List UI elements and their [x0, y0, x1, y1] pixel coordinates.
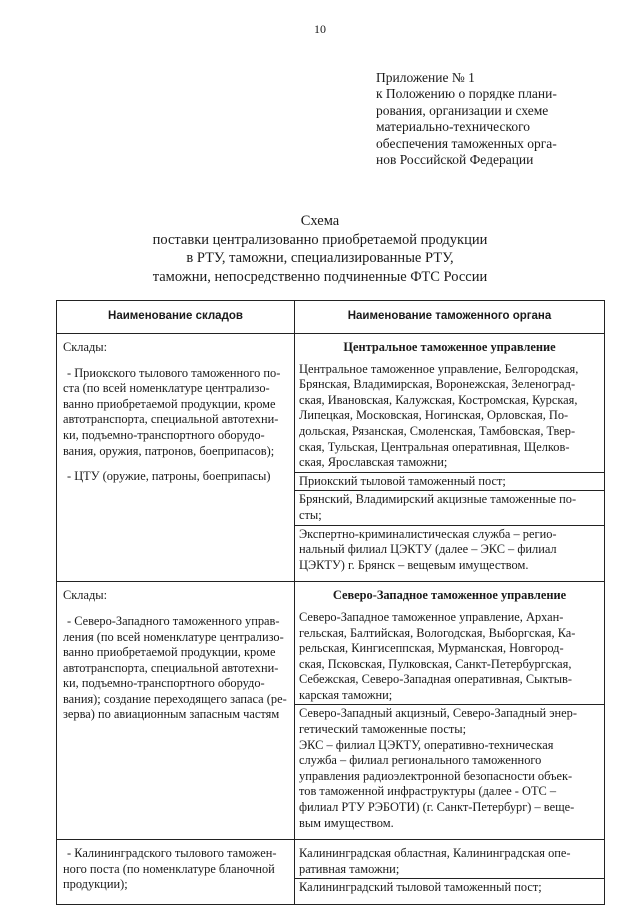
customs-body-cell [295, 334, 605, 582]
appendix-line: материально-технического [376, 119, 531, 135]
block-line: Экспертно-криминалистическая служба – регио- [299, 526, 557, 541]
block-line: Северо-Западное таможенное управление, Архан- [299, 609, 564, 624]
customs-block [299, 846, 600, 877]
block-line: Калининградский тыловой таможенный пост; [299, 880, 542, 895]
customs-block [299, 527, 600, 574]
block-line: Себежская, Северо-Западная оперативная, Сыктыв- [299, 672, 573, 687]
block-line: вым имуществом. [299, 815, 394, 830]
appendix-line: Приложение № 1 [376, 70, 475, 85]
warehouse-item [63, 846, 288, 893]
region-title: Центральное таможенное управление [343, 340, 556, 354]
customs-body-cell [295, 582, 605, 840]
customs-block [299, 474, 600, 490]
title-line: поставки централизованно приобретаемой продукции [152, 231, 488, 248]
appendix-line: к Положению о порядке плани- [376, 86, 557, 102]
block-line: Брянская, Владимирская, Воронежская, Зеленоград- [299, 377, 576, 392]
appendix-note [376, 70, 616, 168]
warehouses-heading: Склады: [63, 340, 108, 354]
item-line: ки, подъемно-транспортного оборудо- [63, 427, 265, 442]
item-line: ного поста (по номенклатуре бланочной [63, 861, 275, 876]
item-line: вания, оружия, патронов, боеприпасов); [63, 443, 275, 458]
block-line: карская таможни; [299, 687, 393, 702]
appendix-line: рования, организации и схеме [376, 102, 549, 118]
table-row [57, 334, 605, 582]
warehouse-item [63, 366, 288, 460]
item-line: автотранспорта, специальной автотехни- [63, 412, 279, 427]
block-line: сты; [299, 507, 322, 522]
region-title: Северо-Западное таможенное управление [332, 588, 567, 603]
block-line: Брянский, Владимирский акцизные таможенные по- [299, 492, 577, 507]
item-line: зерва) по авиационным запасным частям [63, 707, 280, 722]
appendix-line: нов Российской Федерации [376, 152, 534, 168]
title-line: Схема [300, 213, 340, 229]
block-line: Северо-Западный акцизный, Северо-Западный энер- [299, 706, 577, 721]
customs-block [299, 610, 600, 704]
warehouse-item [63, 469, 288, 485]
item-line: ванно приобретаемой продукции, кроме [63, 396, 276, 411]
block-line: Липецкая, Московская, Ногинская, Орловская, По- [299, 408, 569, 423]
block-line: филиал РТУ РЭБОТИ) (г. Санкт-Петербург) – веще- [299, 800, 575, 815]
item-line: - Приокского тылового таможенного по- [67, 365, 281, 380]
page-number: 10 [314, 22, 326, 36]
customs-block [299, 362, 600, 471]
document-title [0, 212, 640, 286]
block-line: Приокский тыловой таможенный пост; [299, 473, 506, 488]
table-header-row [57, 301, 605, 334]
block-line: дольская, Рязанская, Смоленская, Тамбовская, Твер- [299, 423, 576, 438]
supply-scheme-table [56, 300, 605, 905]
item-line: ванно приобретаемой продукции, кроме [63, 645, 276, 660]
block-line: ская, Ивановская, Калужская, Костромская, Курская, [299, 392, 578, 407]
item-line: ки, подъемно-транспортного оборудо- [63, 676, 265, 691]
block-line: Центральное таможенное управление, Белгородская, [299, 361, 579, 376]
item-line: ста (по всей номенклатуре централизо- [63, 381, 270, 396]
block-line: ЭКС – филиал ЦЭКТУ, оперативно-техническая [299, 737, 554, 752]
warehouses-heading: Склады: [63, 588, 108, 603]
title-line: таможни, непосредственно подчиненные ФТС России [152, 268, 488, 285]
item-line: автотранспорта, специальной автотехни- [63, 660, 279, 675]
block-line: нальный филиал ЦЭКТУ (далее – ЭКС – филиал [299, 542, 557, 557]
block-line: служба – филиал регионального таможенного [299, 753, 542, 768]
item-line: вания); создание переходящего запаса (ре- [63, 691, 287, 706]
warehouse-item [63, 614, 288, 723]
warehouses-cell [57, 334, 295, 582]
item-line: - Северо-Западного таможенного управ- [67, 613, 280, 628]
block-line: ская, Тульская, Центральная оперативная, Щелков- [299, 439, 570, 454]
customs-block [299, 706, 600, 831]
warehouses-cell [57, 582, 295, 840]
appendix-line: обеспечения таможенных орга- [376, 135, 557, 151]
column-header-customs-body: Наименование таможенного органа [295, 301, 605, 334]
block-line: гетический таможенные посты; [299, 722, 467, 737]
item-line: продукции); [63, 877, 128, 892]
table-row [57, 840, 605, 905]
customs-body-cell [295, 840, 605, 905]
block-line: Калининградская областная, Калининградская опе- [299, 846, 571, 861]
block-line: рельская, Кингисеппская, Мурманская, Новгород- [299, 641, 564, 656]
table-row [57, 582, 605, 840]
column-header-warehouses: Наименование складов [57, 301, 295, 334]
customs-block [299, 492, 600, 523]
title-line: в РТУ, таможни, специализированные РТУ, [186, 250, 454, 267]
block-line: ская, Псковская, Пулковская, Санкт-Петербургская, [299, 656, 572, 671]
block-line: ративная таможни; [299, 861, 400, 876]
customs-block [299, 880, 600, 896]
block-line: тов таможенной инфраструктуры (далее - ОТС – [299, 784, 557, 799]
block-line: управления радиоэлектронной безопасности объек- [299, 768, 573, 783]
warehouses-cell [57, 840, 295, 905]
item-line: - ЦТУ (оружие, патроны, боеприпасы) [67, 469, 271, 484]
item-line: - Калининградского тылового таможен- [67, 846, 277, 861]
block-line: ЦЭКТУ) г. Брянск – вещевым имуществом. [299, 557, 529, 572]
block-line: гельская, Балтийская, Вологодская, Выборгская, Ка- [299, 625, 576, 640]
item-line: ления (по всей номенклатуре централизо- [63, 629, 284, 644]
block-line: ская, Ярославская таможни; [299, 455, 448, 470]
